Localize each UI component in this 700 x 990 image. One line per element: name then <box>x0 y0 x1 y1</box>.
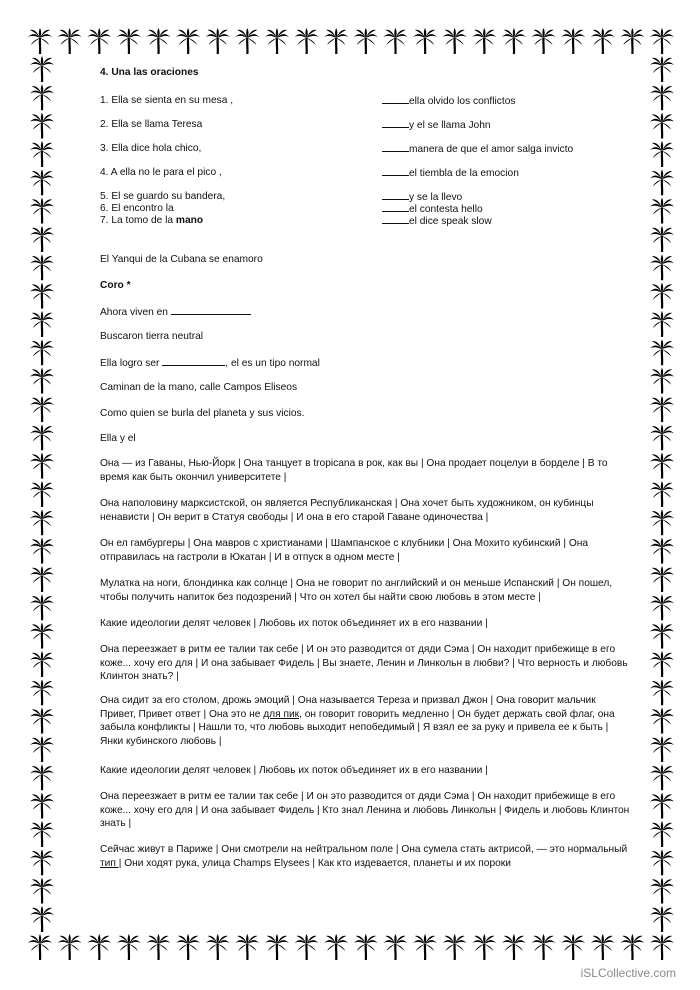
palm-tree-icon <box>650 254 674 280</box>
palm-tree-icon <box>650 396 674 422</box>
palm-tree-icon <box>650 708 674 734</box>
lyric-logro-b: , el es un tipo normal <box>225 358 320 369</box>
translation-paragraph-6: Она переезжает в ритм ее талии так себе | И он это разводится от дяди Сэма | Он находит прибежище в его коже... хочу его для | И она забывает Фидель | Вы знаете, Ленин и Линкольн в любви? | Что верность и любовь Клинтон знать? | <box>100 644 628 682</box>
palm-tree-icon <box>206 934 230 960</box>
lyric-logro <box>100 356 320 371</box>
right-item-4-text: el tiembla de la emocion <box>409 168 519 179</box>
translation-paragraph-5: Какие идеологии делят человек | Любовь их поток объединяет их в его названии | <box>100 618 488 629</box>
right-item-7 <box>382 214 492 229</box>
palm-tree-icon <box>532 934 556 960</box>
palm-tree-icon <box>146 28 170 54</box>
palm-tree-icon <box>265 28 289 54</box>
left-item-7-text: 7. La tomo de la <box>100 215 176 226</box>
right-item-2-text: y el se llama John <box>409 120 491 131</box>
palm-tree-icon <box>30 736 54 762</box>
palm-tree-icon <box>30 84 54 110</box>
palm-tree-icon <box>30 538 54 564</box>
yanqui-line: El Yanqui de la Cubana se enamoro <box>100 254 263 265</box>
lyric-logro-a: Ella logro ser <box>100 358 163 369</box>
p10-underlined: тип | <box>100 857 122 869</box>
answer-blank <box>382 94 409 104</box>
palm-tree-icon <box>30 311 54 337</box>
palm-tree-icon <box>30 566 54 592</box>
palm-tree-icon <box>650 113 674 139</box>
palm-tree-icon <box>117 28 141 54</box>
palm-tree-icon <box>30 679 54 705</box>
right-item-3-text: manera de que el amor salga invicto <box>409 144 574 155</box>
lyric-buscaron: Buscaron tierra neutral <box>100 331 204 342</box>
right-item-5-text: y se la llevo <box>409 192 463 203</box>
palm-tree-icon <box>30 113 54 139</box>
palm-tree-icon <box>650 849 674 875</box>
translation-paragraph-3: Он ел гамбургеры | Она мавров с христианами | Шампанское с клубники | Она Мохито кубинский | Она отправилась на гастроли в Юкатан | И в отпуск в одном месте | <box>100 538 589 563</box>
palm-tree-icon <box>650 311 674 337</box>
palm-tree-icon <box>650 623 674 649</box>
palm-tree-icon <box>30 509 54 535</box>
palm-tree-icon <box>30 396 54 422</box>
palm-tree-icon <box>235 934 259 960</box>
translation-paragraph-7 <box>100 694 630 748</box>
palm-tree-icon <box>30 198 54 224</box>
palm-tree-icon <box>30 339 54 365</box>
palm-tree-icon <box>561 934 585 960</box>
palm-tree-icon <box>650 736 674 762</box>
palm-tree-icon <box>383 934 407 960</box>
palm-tree-icon <box>472 28 496 54</box>
palm-tree-icon <box>295 28 319 54</box>
right-item-3 <box>382 142 573 157</box>
palm-tree-icon <box>413 934 437 960</box>
palm-tree-icon <box>472 934 496 960</box>
palm-tree-icon <box>620 28 644 54</box>
p7-text-a: Она сидит за его столом, дрожь эмоций | Она называется Тереза и призвал Джон | Она говорит мальчик Привет, Привет ответ | Она это не <box>100 695 596 720</box>
left-item-4: 4. A ella no le para el pico , <box>100 167 222 178</box>
section-title: 4. Una las oraciones <box>100 67 199 78</box>
palm-tree-icon <box>650 566 674 592</box>
answer-blank <box>382 118 409 128</box>
palm-tree-icon <box>206 28 230 54</box>
p10-text-b: Они ходят рука, улица Champs Elysees | Как кто издевается, планеты и их пороки <box>121 857 511 869</box>
palm-tree-icon <box>650 934 674 960</box>
palm-tree-icon <box>30 821 54 847</box>
translation-paragraph-8: Какие идеологии делят человек | Любовь их поток объединяет их в его названии | <box>100 765 488 776</box>
palm-tree-icon <box>30 169 54 195</box>
right-item-4 <box>382 166 519 181</box>
left-item-5: 5. El se guardo su bandera, <box>100 191 226 202</box>
palm-tree-icon <box>30 793 54 819</box>
left-item-3: 3. Ella dice hola chico, <box>100 143 202 154</box>
lyric-ahora-text: Ahora viven en <box>100 307 171 318</box>
palm-tree-icon <box>650 226 674 252</box>
palm-tree-icon <box>650 56 674 82</box>
palm-tree-icon <box>30 453 54 479</box>
palm-tree-icon <box>650 169 674 195</box>
palm-tree-icon <box>30 849 54 875</box>
p7-underlined: для пик, <box>263 708 302 720</box>
palm-tree-icon <box>650 84 674 110</box>
watermark: iSLCollective.com <box>580 966 676 980</box>
palm-tree-icon <box>30 906 54 932</box>
palm-tree-icon <box>30 764 54 790</box>
answer-blank <box>382 166 409 176</box>
palm-tree-icon <box>650 141 674 167</box>
palm-tree-icon <box>650 821 674 847</box>
palm-tree-icon <box>30 708 54 734</box>
coro-heading: Coro * <box>100 280 131 291</box>
palm-tree-icon <box>30 878 54 904</box>
p7-text-b: он говорит говорить медленно | Он будет держать свой флаг, она забыла конфликты | Нашли то, что любовь выходит непобедимый | Я взял ее за руку и привела ее к быть | Янки кубинского любовь | <box>100 708 615 747</box>
right-item-2 <box>382 118 491 133</box>
palm-tree-icon <box>650 424 674 450</box>
lyric-ahora <box>100 305 251 320</box>
palm-tree-icon <box>650 509 674 535</box>
answer-blank <box>382 190 409 200</box>
answer-blank <box>382 142 409 152</box>
palm-tree-icon <box>58 28 82 54</box>
palm-tree-icon <box>620 934 644 960</box>
palm-tree-icon <box>265 934 289 960</box>
palm-tree-icon <box>146 934 170 960</box>
palm-tree-icon <box>58 934 82 960</box>
palm-tree-icon <box>324 934 348 960</box>
right-item-1 <box>382 94 515 109</box>
lyric-como: Como quien se burla del planeta y sus vicios. <box>100 408 305 419</box>
palm-tree-icon <box>650 339 674 365</box>
palm-tree-icon <box>28 934 52 960</box>
palm-tree-icon <box>591 934 615 960</box>
palm-tree-icon <box>443 934 467 960</box>
palm-tree-icon <box>324 28 348 54</box>
answer-blank <box>382 202 409 212</box>
palm-tree-icon <box>87 934 111 960</box>
palm-tree-icon <box>30 481 54 507</box>
palm-tree-icon <box>30 368 54 394</box>
palm-tree-icon <box>650 878 674 904</box>
palm-tree-icon <box>650 651 674 677</box>
palm-tree-icon <box>30 226 54 252</box>
palm-tree-icon <box>650 764 674 790</box>
fill-blank <box>171 305 251 315</box>
lyric-ella-y-el: Ella y el <box>100 433 136 444</box>
left-item-2: 2. Ella se llama Teresa <box>100 119 203 130</box>
palm-tree-icon <box>117 934 141 960</box>
right-item-6-text: el contesta hello <box>409 204 483 215</box>
left-item-7-bold: mano <box>175 215 204 226</box>
palm-tree-icon <box>176 28 200 54</box>
palm-tree-icon <box>383 28 407 54</box>
palm-tree-icon <box>354 934 378 960</box>
right-item-7-text: el dice speak slow <box>409 216 492 227</box>
palm-tree-icon <box>30 651 54 677</box>
palm-tree-icon <box>413 28 437 54</box>
palm-tree-icon <box>650 283 674 309</box>
palm-tree-icon <box>650 594 674 620</box>
palm-tree-icon <box>30 283 54 309</box>
palm-tree-icon <box>295 934 319 960</box>
palm-tree-icon <box>235 28 259 54</box>
palm-tree-icon <box>650 28 674 54</box>
left-item-6: 6. El encontro la <box>100 203 174 214</box>
palm-tree-icon <box>30 623 54 649</box>
translation-paragraph-10 <box>100 843 630 870</box>
palm-tree-icon <box>650 538 674 564</box>
palm-tree-icon <box>87 28 111 54</box>
palm-tree-icon <box>30 141 54 167</box>
lyric-caminan: Caminan de la mano, calle Campos Eliseos <box>100 382 298 393</box>
palm-tree-icon <box>502 28 526 54</box>
p10-text-a: Сейчас живут в Париже | Они смотрели на нейтральном поле | Она сумела стать актрисой, — это нормальный <box>100 844 628 855</box>
palm-tree-icon <box>650 453 674 479</box>
palm-tree-icon <box>443 28 467 54</box>
left-item-1: 1. Ella se sienta en su mesa , <box>100 95 234 106</box>
palm-tree-icon <box>650 679 674 705</box>
translation-paragraph-4: Мулатка на ноги, блондинка как солнце | Она не говорит по английский и он меньше Испанский | Он пошел, чтобы получить напиток без подозрений | Что он хотел бы найти свою любовь в этом месте | <box>100 578 613 603</box>
translation-paragraph-9: Она переезжает в ритм ее талии так себе | И он это разводится от дяди Сэма | Он находит прибежище в его коже... хочу его для | И она забывает Фидель | Кто знал Ленина и любовь Линкольн | Фидель и любовь Клинтон знать | <box>100 791 630 829</box>
right-item-1-text: ella olvido los conflictos <box>409 96 516 107</box>
palm-tree-icon <box>650 198 674 224</box>
palm-tree-icon <box>30 594 54 620</box>
left-item-7 <box>100 214 203 228</box>
palm-tree-icon <box>650 368 674 394</box>
translation-paragraph-2: Она наполовину марксистской, он является Республиканская | Она хочет быть художником, он кубинцы ненависти | Он верит в Статуя свободы | И она в его старой Гаване одиночества | <box>100 498 594 523</box>
palm-tree-icon <box>591 28 615 54</box>
palm-tree-icon <box>561 28 585 54</box>
palm-tree-icon <box>176 934 200 960</box>
fill-blank <box>162 356 225 366</box>
translation-paragraph-1: Она — из Гаваны, Нью-Йорк | Она танцует в tropicana в рок, как вы | Она продает поцелуи в борделе | В то время как быть окончил университете | <box>100 458 608 483</box>
palm-tree-icon <box>650 906 674 932</box>
palm-tree-icon <box>650 793 674 819</box>
palm-tree-icon <box>30 254 54 280</box>
answer-blank <box>382 214 409 224</box>
palm-tree-icon <box>28 28 52 54</box>
palm-tree-icon <box>650 481 674 507</box>
palm-tree-icon <box>30 424 54 450</box>
palm-tree-icon <box>532 28 556 54</box>
palm-tree-icon <box>354 28 378 54</box>
palm-tree-icon <box>30 56 54 82</box>
palm-tree-icon <box>502 934 526 960</box>
